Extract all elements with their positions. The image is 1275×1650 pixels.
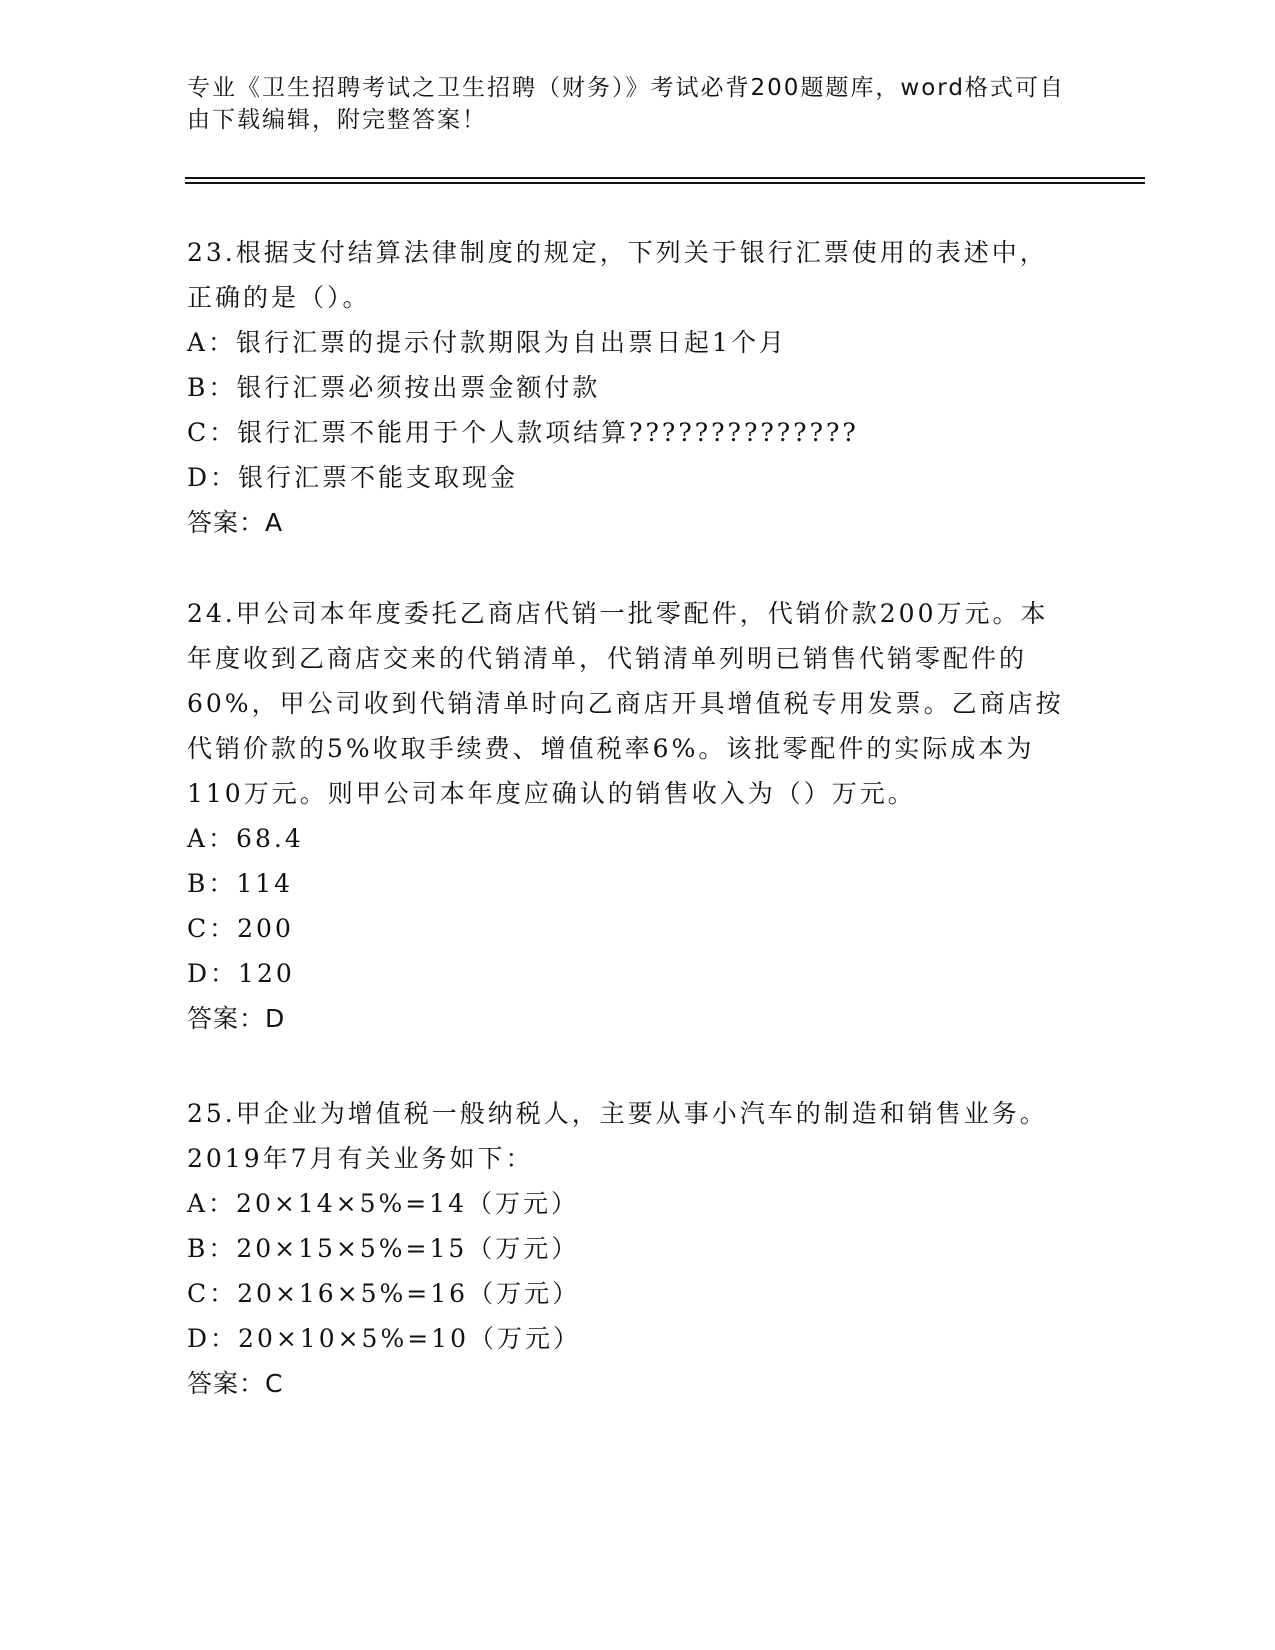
- option-d: D：120: [187, 959, 295, 988]
- question-25: [187, 1091, 1067, 1406]
- option-c: C：200: [187, 914, 294, 943]
- question-stem: 24.甲公司本年度委托乙商店代销一批零配件，代销价款200万元。本年度收到乙商店交来的代销清单，代销清单列明已销售代销零配件的60%，甲公司收到代销清单时向乙商店开具增值税专用发票。乙商店按代销价款的5%收取手续费、增值税率6%。该批零配件的实际成本为110万元。则甲公司本年度应确认的销售收入为（）万元。: [187, 599, 1064, 808]
- option-a: A：20×14×5%=14（万元）: [187, 1189, 579, 1218]
- question-stem: 25.甲企业为增值税一般纳税人，主要从事小汽车的制造和销售业务。2019年7月有关业务如下：: [187, 1099, 1048, 1173]
- header-divider-top: [185, 177, 1145, 179]
- answer-line: 答案：C: [187, 1369, 284, 1398]
- document-header: 专业《卫生招聘考试之卫生招聘（财务）》考试必背200题题库，word格式可自由下载编辑，附完整答案！: [187, 75, 1065, 133]
- option-b: B：银行汇票必须按出票金额付款: [187, 373, 601, 402]
- question-24: [187, 591, 1067, 1041]
- question-23: [187, 230, 1067, 545]
- answer-line: 答案：D: [187, 1004, 286, 1033]
- option-b: B：20×15×5%=15（万元）: [187, 1234, 580, 1263]
- option-d: D：20×10×5%=10（万元）: [187, 1324, 581, 1353]
- answer-line: 答案：A: [187, 508, 284, 537]
- option-d: D：银行汇票不能支取现金: [187, 463, 519, 492]
- option-a: A：银行汇票的提示付款期限为自出票日起1个月: [187, 328, 787, 357]
- question-stem: 23.根据支付结算法律制度的规定，下列关于银行汇票使用的表述中，正确的是（）。: [187, 238, 1048, 312]
- header-divider-bottom: [185, 182, 1145, 184]
- option-c: C：银行汇票不能用于个人款项结算??????????????: [187, 418, 859, 447]
- option-c: C：20×16×5%=16（万元）: [187, 1279, 581, 1308]
- option-a: A：68.4: [187, 824, 304, 853]
- option-b: B：114: [187, 869, 294, 898]
